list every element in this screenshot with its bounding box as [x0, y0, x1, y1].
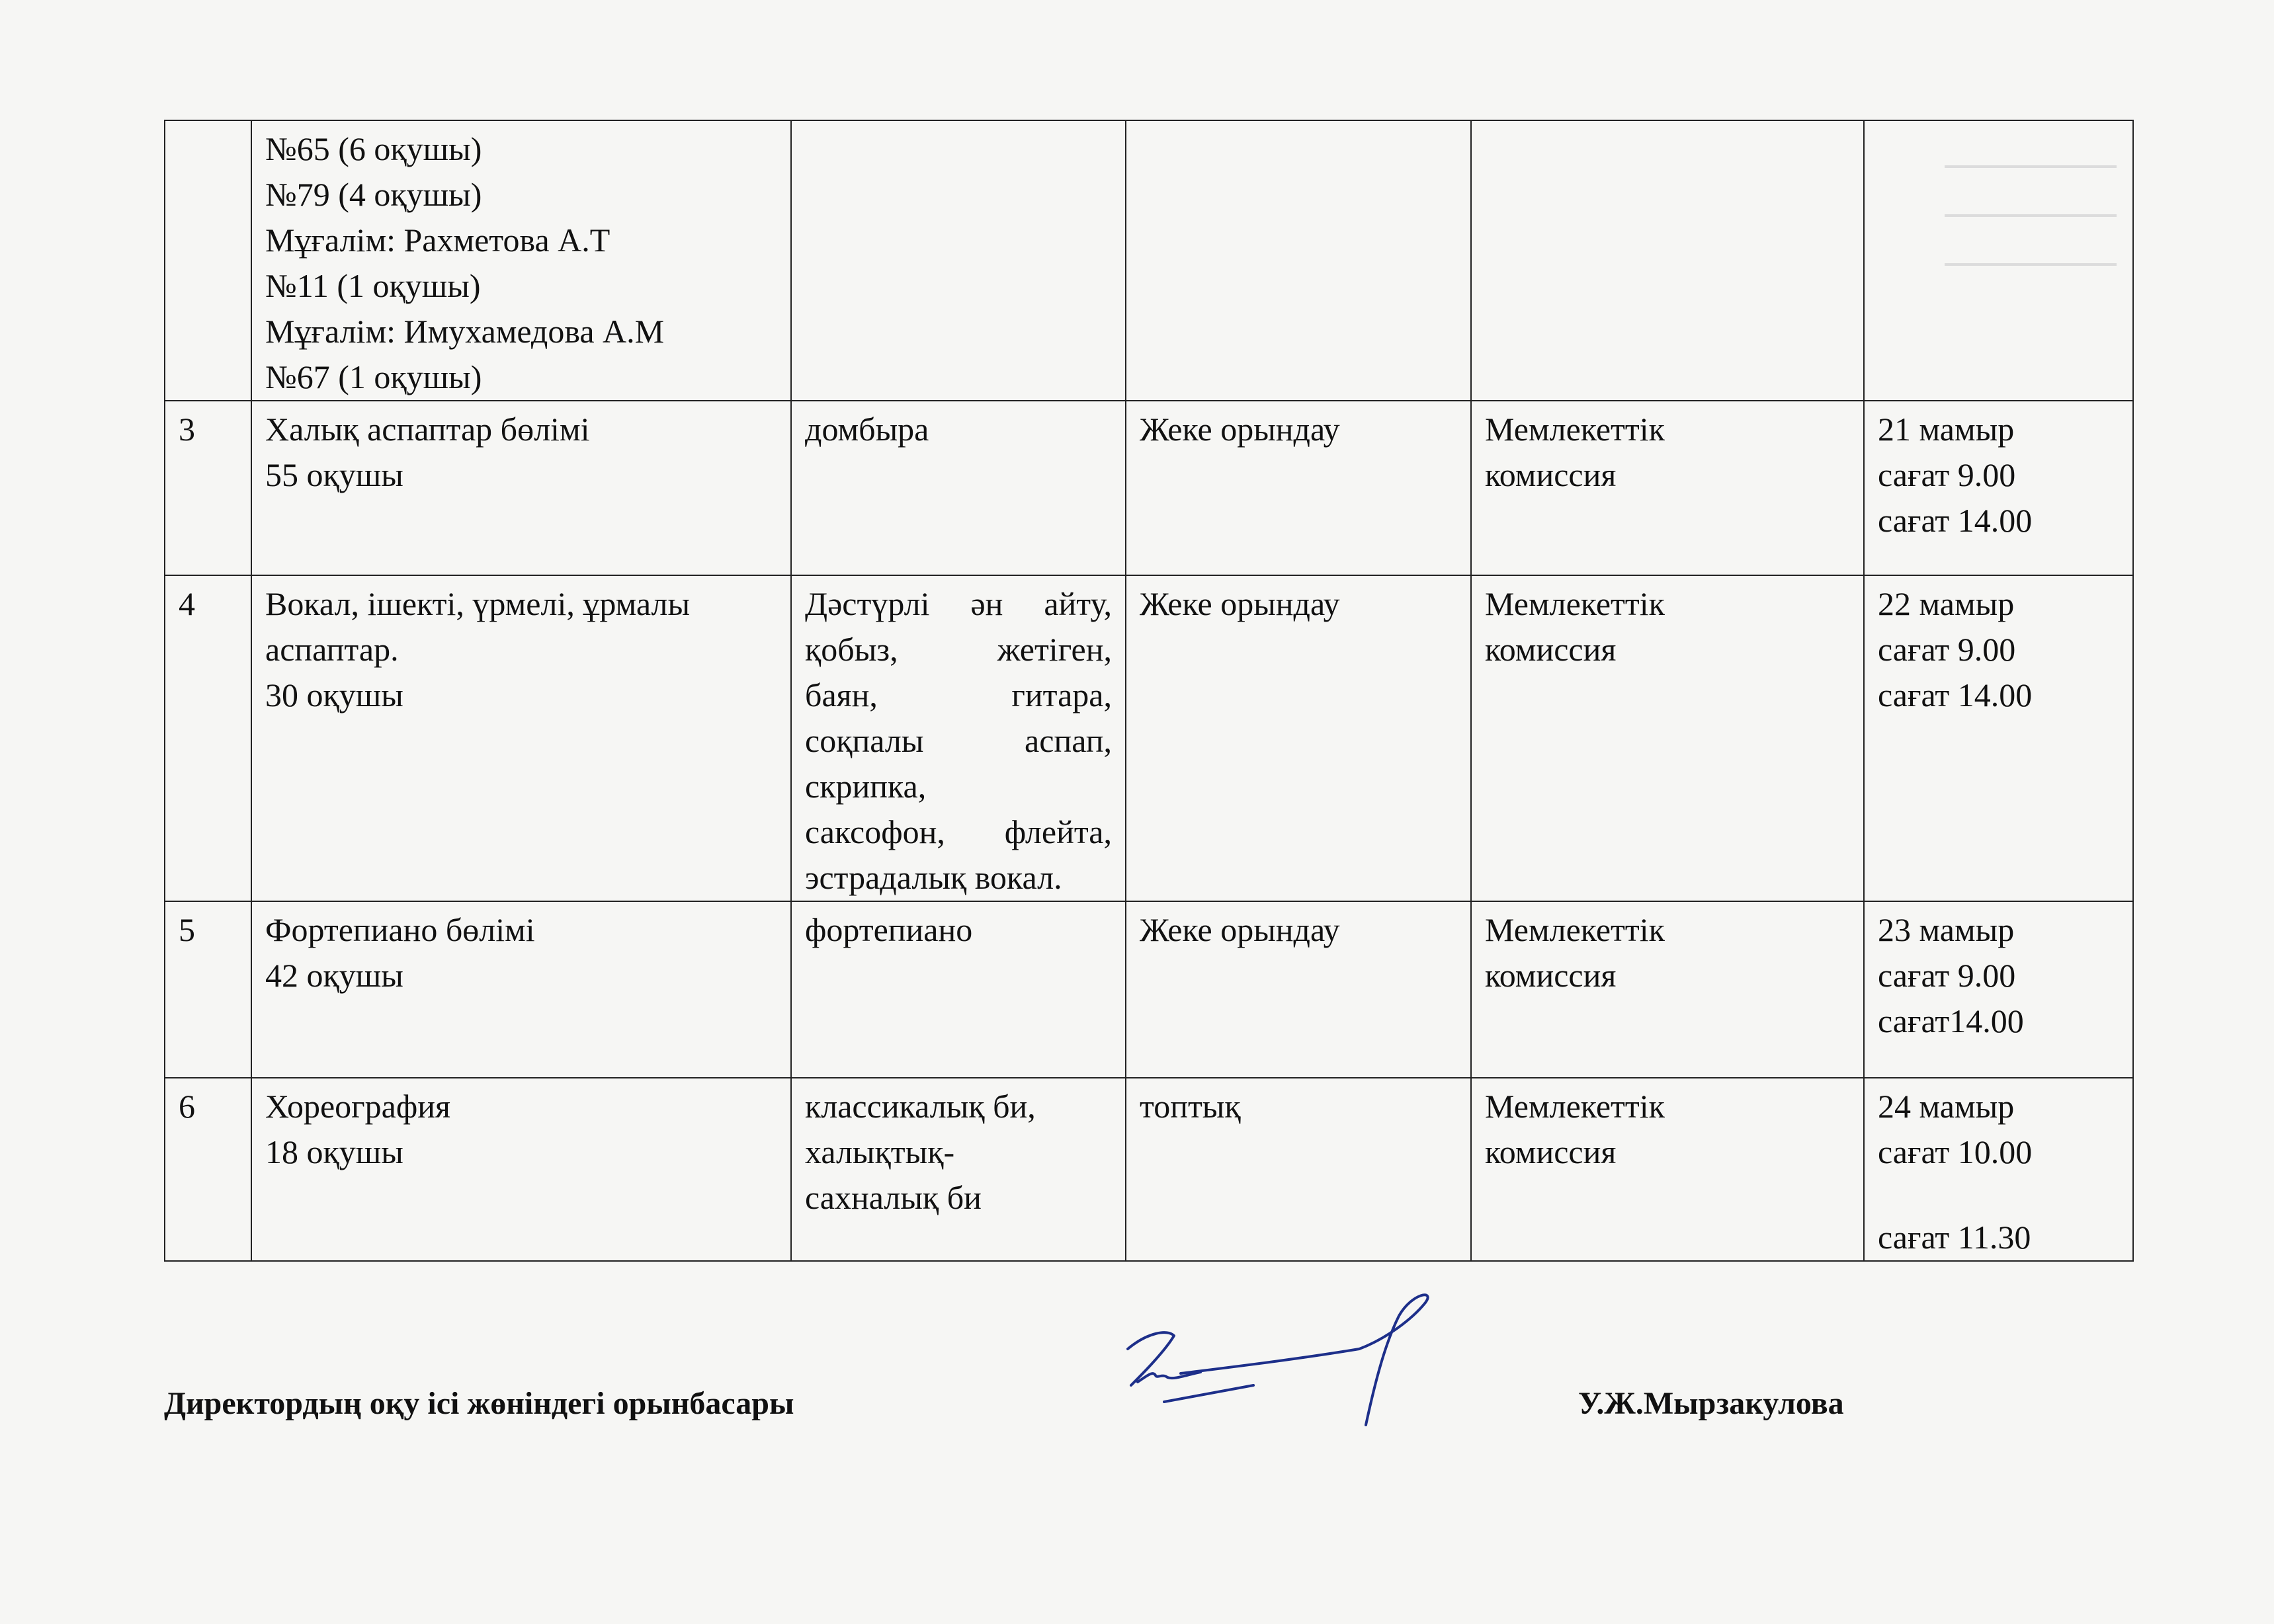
row-number-cell — [165, 901, 251, 1078]
table-row — [165, 575, 2133, 901]
section-line: 55 оқушы — [265, 456, 403, 493]
row-number: 3 — [179, 411, 195, 448]
date-cell — [1864, 901, 2133, 1078]
commission-cell — [1471, 120, 1864, 401]
schedule-table-body — [165, 120, 2133, 1261]
commission-line: комиссия — [1485, 631, 1617, 668]
date-line: сағат 9.00 — [1878, 957, 2016, 994]
signatory-name: У.Ж.Мырзакулова — [1578, 1386, 1844, 1421]
commission-line: комиссия — [1485, 1133, 1617, 1170]
deputy-director-title: Директордың оқу ісі жөніндегі орынбасары — [164, 1386, 794, 1421]
subject-line: саксофон, флейта, — [805, 813, 1112, 850]
commission-line: Мемлекеттік — [1485, 1088, 1665, 1125]
section-cell — [251, 120, 791, 401]
row-number-cell — [165, 575, 251, 901]
date-line: 21 мамыр — [1878, 411, 2015, 448]
date-line: сағат14.00 — [1878, 1002, 2024, 1039]
date-line: сағат 10.00 — [1878, 1133, 2033, 1170]
subject-cell — [791, 120, 1126, 401]
date-line: 23 мамыр — [1878, 911, 2015, 948]
commission-line: Мемлекеттік — [1485, 411, 1665, 448]
section-line: Фортепиано бөлімі — [265, 911, 535, 948]
subject-line: эстрадалық вокал. — [805, 859, 1062, 896]
subject-line: скрипка, — [805, 768, 927, 805]
subject-cell — [791, 401, 1126, 575]
table-row — [165, 120, 2133, 401]
subject-cell — [791, 575, 1126, 901]
date-cell — [1864, 401, 2133, 575]
subject-line: сахналық би — [805, 1179, 982, 1216]
subject-line: баян, гитара, — [805, 676, 1112, 713]
commission-line: Мемлекеттік — [1485, 911, 1665, 948]
subject-line: қобыз, жетіген, — [805, 631, 1112, 668]
section-line: аспаптар. — [265, 631, 399, 668]
section-line: Мұғалім: Рахметова А.Т — [265, 222, 611, 259]
section-line: 30 оқушы — [265, 676, 403, 713]
subject-cell — [791, 1078, 1126, 1261]
section-line: Мұғалім: Имухамедова А.М — [265, 313, 665, 350]
subject-line: халықтық- — [805, 1133, 955, 1170]
performance-form: Жеке орындау — [1140, 411, 1340, 448]
commission-cell — [1471, 1078, 1864, 1261]
form-cell — [1126, 120, 1471, 401]
subject-line: домбыра — [805, 411, 929, 448]
table-row — [165, 1078, 2133, 1261]
commission-cell — [1471, 901, 1864, 1078]
date-line: сағат 9.00 — [1878, 456, 2016, 493]
date-cell — [1864, 1078, 2133, 1261]
row-number: 6 — [179, 1088, 195, 1125]
date-line: сағат 11.30 — [1878, 1219, 2031, 1256]
schedule-table — [164, 120, 2134, 1262]
section-line: Хореография — [265, 1088, 451, 1125]
section-line: №67 (1 оқушы) — [265, 358, 482, 395]
section-line: Вокал, ішекті, үрмелі, ұрмалы — [265, 585, 691, 622]
form-cell — [1126, 401, 1471, 575]
commission-line: комиссия — [1485, 957, 1617, 994]
row-number-cell — [165, 120, 251, 401]
form-cell — [1126, 575, 1471, 901]
form-cell — [1126, 901, 1471, 1078]
date-line: 24 мамыр — [1878, 1088, 2015, 1125]
row-number: 4 — [179, 585, 195, 622]
signature-icon — [1101, 1286, 1445, 1432]
performance-form: Жеке орындау — [1140, 585, 1340, 622]
row-number: 5 — [179, 911, 195, 948]
form-cell — [1126, 1078, 1471, 1261]
section-cell — [251, 901, 791, 1078]
date-line — [1878, 1175, 2119, 1215]
row-number-cell — [165, 401, 251, 575]
subject-line: фортепиано — [805, 911, 973, 948]
section-cell — [251, 401, 791, 575]
section-line: 42 оқушы — [265, 957, 403, 994]
commission-line: Мемлекеттік — [1485, 585, 1665, 622]
section-line: Халық аспаптар бөлімі — [265, 411, 590, 448]
date-line: 22 мамыр — [1878, 585, 2015, 622]
row-number-cell — [165, 1078, 251, 1261]
performance-form: топтық — [1140, 1088, 1241, 1125]
performance-form: Жеке орындау — [1140, 911, 1340, 948]
subject-line: Дәстүрлі ән айту, — [805, 585, 1112, 622]
section-line: 18 оқушы — [265, 1133, 403, 1170]
date-line: сағат 14.00 — [1878, 502, 2033, 539]
section-line: №65 (6 оқушы) — [265, 130, 482, 167]
subject-cell — [791, 901, 1126, 1078]
date-line: сағат 9.00 — [1878, 631, 2016, 668]
subject-line: классикалық би, — [805, 1088, 1036, 1125]
table-row — [165, 901, 2133, 1078]
section-line: №11 (1 оқушы) — [265, 267, 481, 304]
subject-line: соқпалы аспап, — [805, 722, 1112, 759]
commission-cell — [1471, 401, 1864, 575]
section-cell — [251, 1078, 791, 1261]
date-line: сағат 14.00 — [1878, 676, 2033, 713]
section-cell — [251, 575, 791, 901]
table-row — [165, 401, 2133, 575]
commission-line: комиссия — [1485, 456, 1617, 493]
commission-cell — [1471, 575, 1864, 901]
date-cell — [1864, 120, 2133, 401]
date-cell — [1864, 575, 2133, 901]
section-line: №79 (4 оқушы) — [265, 176, 482, 213]
